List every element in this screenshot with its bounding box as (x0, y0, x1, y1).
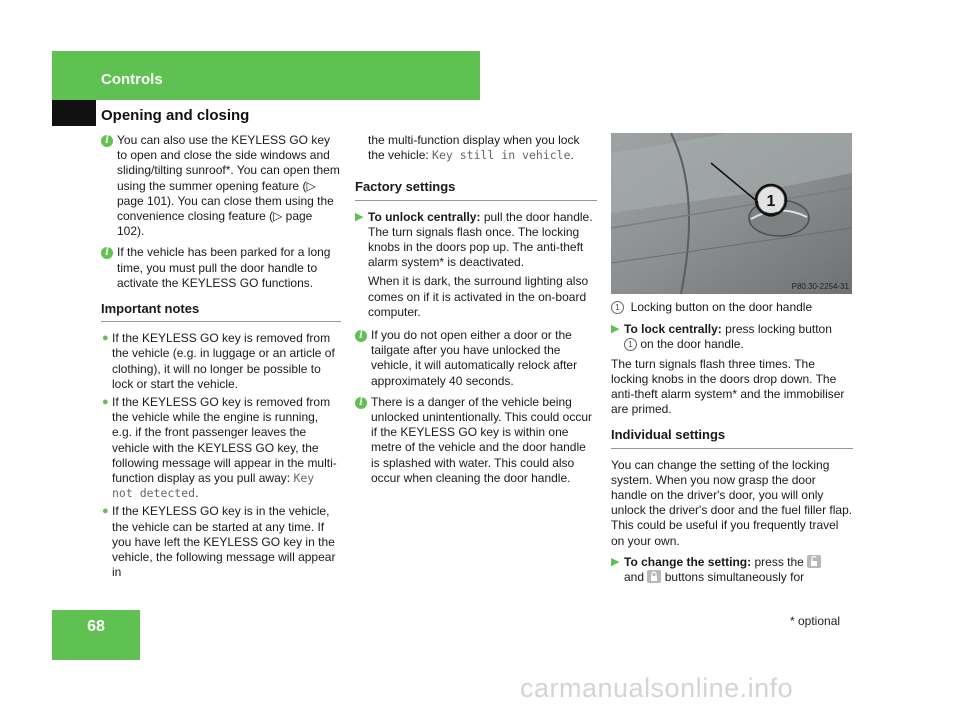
instruction-detail: The turn signals flash three times. The locking knobs in the doors drop down. The anti-theft alarm system* and the immobiliser are primed. (611, 356, 845, 417)
info-icon: i (355, 397, 367, 409)
continued-text: the multi-function display when you lock the vehicle: Key still in vehicle. (368, 133, 580, 163)
instruction-detail: When it is dark, the surround lighting also comes on if it is activated in the on-board computer. (368, 274, 589, 319)
lock-button-icon (647, 570, 661, 583)
section-title: Controls (101, 71, 163, 88)
info-icon: i (101, 247, 113, 259)
instruction-step: ▶ To unlock centrally: pull the door handle. The turn signals flash once. The locking knobs in the doors pop up. The anti-theft alarm system* is deactivated. (355, 209, 593, 270)
list-item: ● If the KEYLESS GO key is in the vehicle, the vehicle can be started at any time. If you have left the KEYLESS GO key in the vehicle, the following message will appear in (102, 504, 336, 580)
display-message: Key not detected (112, 471, 315, 501)
watermark: carmanualsonline.info (520, 673, 794, 703)
info-note: i If you do not open either a door or the tailgate after you have unlocked the vehicle, it will automatically relock after approximately 40 seconds. (355, 328, 597, 389)
body-text: You can change the setting of the locking system. When you now grasp the door handle on the driver's door, you will only unlock the driver's door and the fuel filler flap. This could be useful if you frequently travel on your own. (611, 457, 853, 548)
display-message: Key still in vehicle (432, 148, 571, 163)
door-handle-photo (611, 133, 852, 294)
unlock-button-icon (807, 555, 821, 568)
instruction-step: ▶ To change the setting: press the and buttons simultaneously for (611, 555, 853, 585)
individual-settings-heading: Individual settings (611, 427, 853, 448)
photo-code: P80.30-2254-31 (791, 282, 849, 291)
info-note: i You can also use the KEYLESS GO key to open and close the side windows and sliding/tilting sunroof*. You can open them using the summer opening feature (▷ page 101). You can close them using the convenience closing feature (▷ page 102). (101, 133, 341, 239)
middle-column (355, 133, 597, 492)
right-column (611, 300, 853, 589)
page-number: 68 (87, 618, 105, 635)
photo-caption: 1 Locking button on the door handle (611, 300, 853, 315)
info-icon: i (101, 135, 113, 147)
door-handle-illustration (611, 133, 852, 294)
optional-footnote: * optional (790, 614, 841, 628)
important-notes-heading: Important notes (101, 301, 341, 322)
info-icon: i (355, 330, 367, 342)
info-note: i If the vehicle has been parked for a long time, you must pull the door handle to activate the KEYLESS GO functions. (101, 245, 341, 291)
instruction-step: ▶ To lock centrally: press locking button 1 on the door handle. (611, 322, 832, 352)
list-item: ● If the KEYLESS GO key is removed from the vehicle while the engine is running, e.g. if the front passenger leaves the vehicle with the KEYLESS GO key, the following message will appear in the multi-function display as you pull away: Key not detected. (102, 395, 337, 501)
page-tab-marker (52, 100, 96, 126)
factory-settings-heading: Factory settings (355, 179, 597, 200)
left-column (101, 133, 341, 583)
callout-number: 1 (766, 193, 776, 210)
list-item: ● If the KEYLESS GO key is removed from the vehicle (e.g. in luggage or an article of clothing), it will no longer be possible to lock or start the vehicle. (102, 331, 335, 391)
info-note: i There is a danger of the vehicle being unlocked unintentionally. This could occur if the KEYLESS GO key is within one metre of the vehicle and the door handle is splashed with water. This could also occur when cleaning the door handle. (355, 395, 597, 486)
page-heading: Opening and closing (101, 107, 250, 124)
